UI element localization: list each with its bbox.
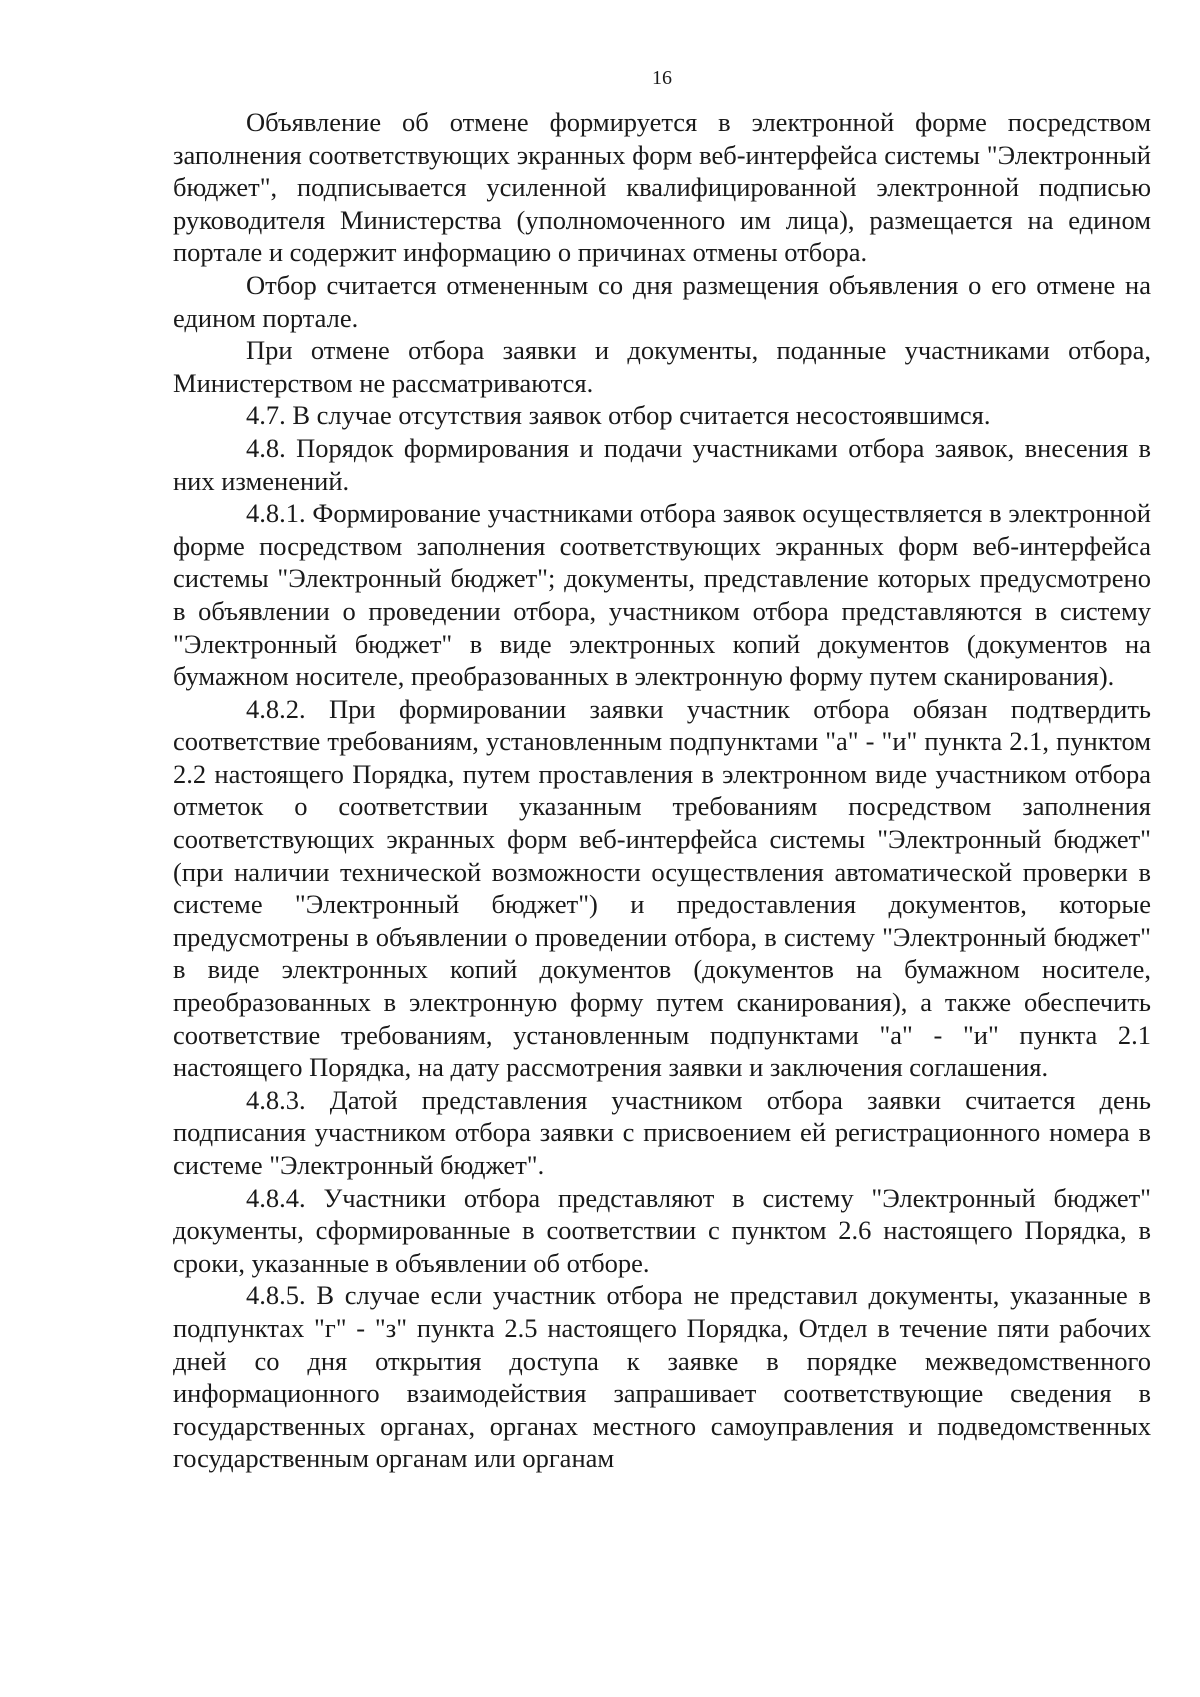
paragraph-4-8-5: 4.8.5. В случае если участник отбора не представил документы, указанные в подпунктах "г" - "з" пункта 2.5 настоящего Порядка, Отдел в течение пяти рабочих дней со дня открытия доступа к заявке в порядке межведомственного информационного взаимодействия запрашивает соответствующие сведения в государственных органах, органах местного самоуправления и подведомственных государственным органам или органам — [173, 1280, 1151, 1474]
paragraph-4-8-1: 4.8.1. Формирование участниками отбора заявок осуществляется в электронной форме посредством заполнения соответствующих экранных форм веб-интерфейса системы "Электронный бюджет"; документы, представление которых предусмотрено в объявлении о проведении отбора, участником отбора представляются в систему "Электронный бюджет" в виде электронных копий документов (документов на бумажном носителе, преобразованных в электронную форму путем сканирования). — [173, 498, 1151, 692]
paragraph-4-8-2: 4.8.2. При формировании заявки участник отбора обязан подтвердить соответствие требованиям, установленным подпунктами "а" - "и" пункта 2.1, пунктом 2.2 настоящего Порядка, путем проставления в электронном виде участником отбора отметок о соответствии указанным требованиям посредством заполнения соответствующих экранных форм веб-интерфейса системы "Электронный бюджет" (при наличии технической возможности осуществления автоматической проверки в системе "Электронный бюджет") и предоставления документов, которые предусмотрены в объявлении о проведении отбора, в систему "Электронный бюджет" в виде электронных копий документов (документов на бумажном носителе, преобразованных в электронную форму путем сканирования), а также обеспечить соответствие требованиям, установленным подпунктами "а" - "и" пункта 2.1 настоящего Порядка, на дату рассмотрения заявки и заключения соглашения. — [173, 693, 1151, 1083]
page-number: 16 — [652, 67, 672, 89]
paragraph-selection-cancelled: Отбор считается отмененным со дня размещения объявления о его отмене на едином портале. — [173, 269, 1151, 333]
document-page — [173, 66, 1151, 1475]
paragraph-cancellation-announcement: Объявление об отмене формируется в электронной форме посредством заполнения соответствующих экранных форм веб-интерфейса системы "Электронный бюджет", подписывается усиленной квалифицированной электронной подписью руководителя Министерства (уполномоченного им лица), размещается на едином портале и содержит информацию о причинах отмены отбора. — [173, 107, 1151, 268]
paragraph-applications-not-reviewed: При отмене отбора заявки и документы, поданные участниками отбора, Министерством не рассматриваются. — [173, 335, 1151, 398]
paragraph-4-8-4: 4.8.4. Участники отбора представляют в систему "Электронный бюджет" документы, сформированные в соответствии с пунктом 2.6 настоящего Порядка, в сроки, указанные в объявлении об отборе. — [173, 1182, 1151, 1278]
paragraph-4-7: 4.7. В случае отсутствия заявок отбор считается несостоявшимся. — [246, 400, 991, 431]
paragraph-4-8-3: 4.8.3. Датой представления участником отбора заявки считается день подписания участником отбора заявки с присвоением ей регистрационного номера в системе "Электронный бюджет". — [173, 1084, 1151, 1180]
paragraph-4-8: 4.8. Порядок формирования и подачи участниками отбора заявок, внесения в них изменений. — [173, 432, 1151, 496]
